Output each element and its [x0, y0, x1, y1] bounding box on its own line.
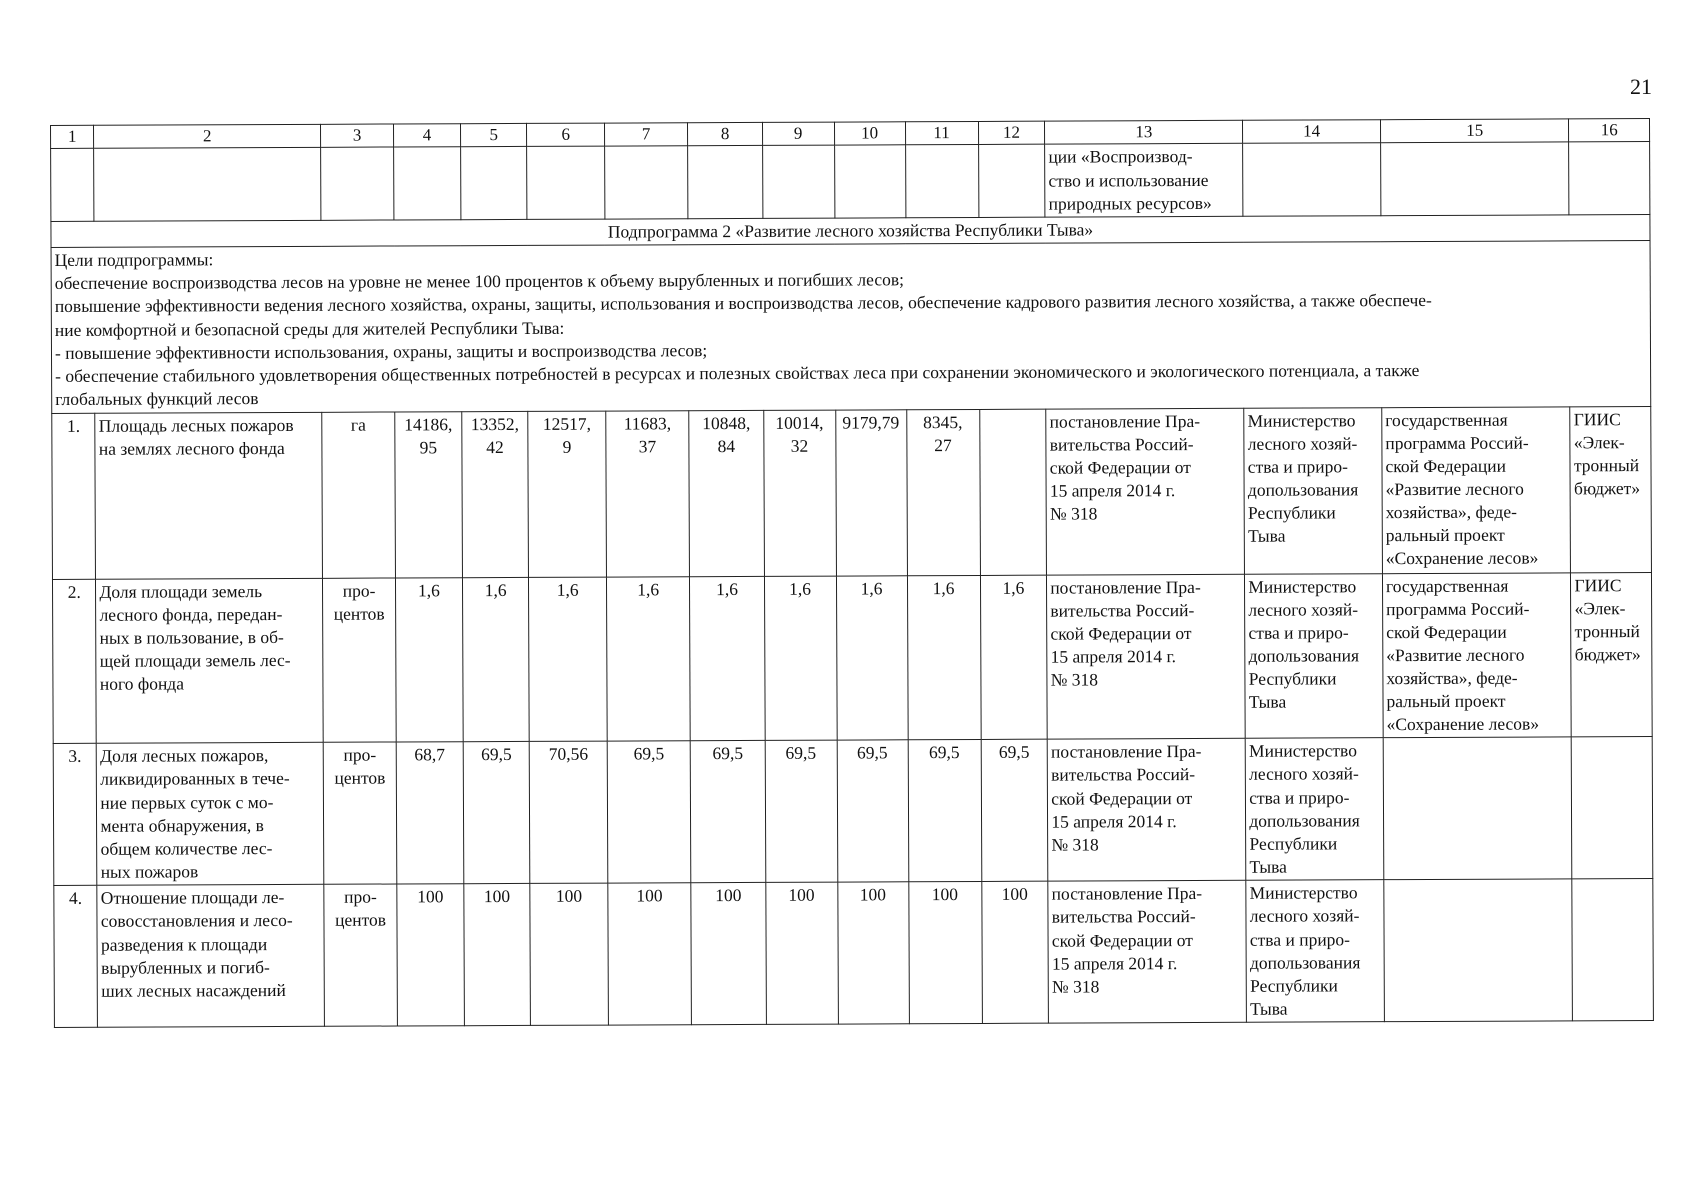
goal-line: ние комфортной и безопасной среды для жителей Республики Тыва:: [54, 317, 565, 340]
col-num: 1: [51, 125, 95, 149]
value-cell: 100: [908, 882, 982, 1024]
col-num: 5: [460, 123, 527, 147]
value-cell: 100: [837, 882, 909, 1024]
col-num: 15: [1380, 119, 1569, 143]
indicator-name: Доля лесных пожаров, ликвидированных в тече- ние первых суток с мо- мента обнаружения, в общем количестве лес- ных пожаров: [97, 743, 324, 886]
col-num: 10: [834, 122, 905, 146]
unit: га: [322, 412, 396, 578]
row-number: 2.: [52, 579, 96, 744]
goal-line: - обеспечение стабильного удовлетворения общественных потребностей в ресурсах и полезных свойствах леса при сохранении экономического и экологического потенциала, а также: [55, 360, 1420, 387]
col-num: 14: [1243, 120, 1381, 144]
col-num: 2: [94, 124, 321, 148]
info-system: [1572, 737, 1653, 879]
col-num: 16: [1569, 119, 1650, 143]
unit: про- центов: [323, 742, 397, 884]
value-cell: 10848, 84: [689, 410, 764, 576]
row-number: 1.: [52, 413, 96, 579]
info-system: [1572, 879, 1653, 1021]
value-cell: 14186, 95: [395, 411, 462, 577]
value-cell: 1,6: [836, 575, 908, 740]
col-num: 7: [604, 123, 688, 147]
table-row: [52, 572, 1652, 744]
value-cell: 13352, 42: [462, 411, 529, 577]
value-cell: 1,6: [606, 576, 690, 741]
value-cell: 100: [765, 882, 838, 1024]
goal-line: обеспечение воспроизводства лесов на уровне не менее 100 процентов к объему вырубленных и погибших лесов;: [54, 269, 905, 294]
table-row: [53, 737, 1653, 886]
value-cell: 9179,79: [835, 409, 907, 575]
col-num: 11: [905, 121, 978, 145]
value-cell: 100: [397, 884, 464, 1026]
subprogram-goals: [51, 240, 1651, 413]
goal-line: Цели подпрограммы:: [54, 249, 214, 270]
value-cell: 1,6: [980, 575, 1047, 740]
value-cell: 1,6: [462, 577, 529, 742]
legal-basis: постановление Пра- вительства Россий- ской Федерации от 15 апреля 2014 г. № 318: [1048, 881, 1247, 1023]
value-cell: 11683, 37: [606, 410, 690, 576]
value-cell: 69,5: [607, 741, 691, 883]
col-num: 6: [527, 123, 604, 147]
subprogram-title: Подпрограмма 2 «Развитие лесного хозяйства Республики Тыва»: [51, 214, 1650, 247]
responsible-body: Министерство лесного хозяй- ства и приро- допользования Республики Тыва: [1246, 880, 1384, 1022]
value-cell: 100: [530, 883, 608, 1025]
row-number: 4.: [54, 886, 98, 1028]
value-cell: 100: [464, 884, 531, 1026]
value-cell: 1,6: [690, 576, 765, 741]
col-num: 13: [1045, 120, 1243, 144]
value-cell: 12517, 9: [528, 411, 606, 577]
related-program: государственная программа Россий- ской Федерации «Развитие лесного хозяйства», феде- ральный проект «Сохранение лесов»: [1382, 407, 1571, 574]
legal-basis: постановление Пра- вительства Россий- ской Федерации от 15 апреля 2014 г. № 318: [1047, 574, 1246, 740]
value-cell: 69,5: [765, 740, 838, 882]
info-system: ГИИС «Элек- тронный бюджет»: [1571, 572, 1652, 737]
value-cell: 1,6: [907, 575, 981, 740]
unit: про- центов: [324, 884, 398, 1026]
value-cell: 70,56: [530, 741, 608, 883]
value-cell: 100: [608, 883, 692, 1025]
value-cell: 69,5: [981, 739, 1048, 881]
related-program: государственная программа Россий- ской Федерации «Развитие лесного хозяйства», феде- ральный проект «Сохранение лесов»: [1382, 573, 1571, 738]
value-cell: 68,7: [396, 742, 463, 884]
value-cell: 69,5: [908, 740, 982, 882]
value-cell: [979, 409, 1046, 575]
value-cell: 69,5: [463, 742, 530, 884]
value-cell: 1,6: [764, 576, 837, 741]
value-cell: 1,6: [529, 577, 607, 742]
table-row: [52, 406, 1652, 579]
value-cell: 1,6: [396, 577, 463, 742]
value-cell: 69,5: [837, 740, 909, 882]
col-num: 4: [394, 124, 461, 148]
indicator-name: Доля площади земель лесного фонда, передан- ных в пользование, в об- щей площади земель лес- ного фонда: [96, 578, 323, 744]
col-num: 12: [978, 121, 1045, 145]
related-program: [1383, 737, 1572, 880]
goal-line: повышение эффективности ведения лесного хозяйства, охраны, защиты, использования и воспроизводства лесов, обеспечение кадрового развития лесного хозяйства, а также обеспече-: [54, 290, 1432, 317]
legal-basis: постановление Пра- вительства Россий- ской Федерации от 15 апреля 2014 г. № 318: [1046, 408, 1245, 575]
responsible-body: Министерство лесного хозяй- ства и приро- допользования Республики Тыва: [1245, 573, 1383, 738]
goal-line: - повышение эффективности использования, охраны, защиты и воспроизводства лесов;: [54, 340, 708, 363]
responsible-body: Министерство лесного хозяй- ства и приро- допользования Республики Тыва: [1245, 738, 1383, 881]
related-program: [1384, 879, 1573, 1021]
row-number: 3.: [53, 744, 97, 886]
responsible-body: Министерство лесного хозяй- ства и приро- допользования Республики Тыва: [1244, 407, 1382, 574]
continued-basis-text: ции «Воспроизвод- ство и использование природных ресурсов»: [1045, 144, 1243, 217]
continued-row: [51, 142, 1650, 221]
unit: про- центов: [322, 578, 396, 743]
info-system: ГИИС «Элек- тронный бюджет»: [1570, 406, 1651, 572]
indicator-name: Отношение площади ле- совосстановления и лесо- разведения к площади вырубленных и погиб- ших лесных насаждений: [97, 885, 324, 1028]
col-num: 9: [762, 122, 834, 146]
value-cell: 69,5: [691, 741, 766, 883]
legal-basis: постановление Пра- вительства Россий- ской Федерации от 15 апреля 2014 г. № 318: [1047, 739, 1246, 882]
page-number: 21: [1630, 74, 1652, 99]
goals-row: [51, 240, 1651, 413]
goal-line: глобальных функций лесов: [55, 388, 259, 410]
value-cell: 8345, 27: [906, 409, 980, 575]
indicators-table: [50, 118, 1654, 1028]
col-num: 8: [688, 122, 762, 146]
value-cell: 10014, 32: [763, 410, 836, 576]
col-num: 3: [321, 124, 394, 148]
indicator-name: Площадь лесных пожаров на землях лесного фонда: [95, 412, 322, 579]
table-row: [54, 879, 1654, 1028]
value-cell: 100: [981, 881, 1048, 1023]
value-cell: 100: [691, 883, 766, 1025]
